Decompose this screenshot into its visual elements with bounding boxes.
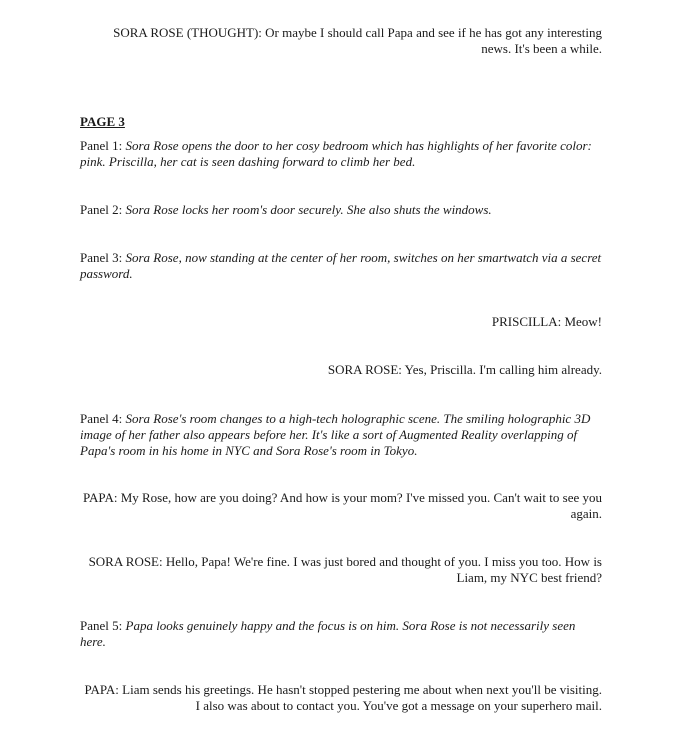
dialogue-sora-rose-2 (72, 554, 602, 586)
panel-description: Sora Rose's room changes to a high-tech holographic scene. The smiling holographic 3D image of her father also appears before her. It's like a sort of Augmented Reality overlapping of Papa's room in his home in NYC and Sora Rose's room in Tokyo. (80, 411, 591, 458)
dialogue-text: SORA ROSE (THOUGHT): Or maybe I should call Papa and see if he has got any interesting news. It's been a while. (113, 25, 602, 56)
dialogue-papa-2 (80, 682, 602, 714)
panel-description: Sora Rose opens the door to her cosy bedroom which has highlights of her favorite color: pink. Priscilla, her cat is seen dashing forward to climb her bed. (80, 138, 592, 169)
panel-5 (80, 618, 602, 650)
dialogue-priscilla (80, 314, 602, 330)
panel-description: Papa looks genuinely happy and the focus is on him. Sora Rose is not necessarily seen here. (80, 618, 576, 649)
dialogue-sora-rose-thought (80, 25, 602, 57)
dialogue-text: PRISCILLA: Meow! (491, 314, 602, 329)
dialogue-papa-1 (80, 490, 602, 522)
panel-3 (80, 250, 602, 282)
dialogue-text: SORA ROSE: Yes, Priscilla. I'm calling him already. (327, 362, 602, 377)
panel-description: Sora Rose, now standing at the center of her room, switches on her smartwatch via a secret password. (80, 250, 602, 281)
page-heading-text: PAGE 3 (80, 114, 125, 129)
page-heading (80, 114, 602, 130)
dialogue-text: PAPA: My Rose, how are you doing? And how is your mom? I've missed you. Can't wait to see you again. (82, 490, 602, 521)
panel-2 (80, 202, 602, 218)
dialogue-text: PAPA: Liam sends his greetings. He hasn't stopped pestering me about when next you'll be visiting. I also was about to contact you. You've got a message on your superhero mail. (84, 682, 602, 713)
panel-label: Panel 5: (80, 618, 126, 633)
dialogue-text: SORA ROSE: Hello, Papa! We're fine. I was just bored and thought of you. I miss you too. How is Liam, my NYC best friend? (88, 554, 602, 585)
panel-1 (80, 138, 602, 170)
panel-label: Panel 2: (80, 202, 126, 217)
panel-description: Sora Rose locks her room's door securely. She also shuts the windows. (125, 202, 492, 217)
dialogue-sora-rose-1 (80, 362, 602, 378)
panel-4 (80, 411, 602, 459)
panel-label: Panel 1: (80, 138, 126, 153)
panel-label: Panel 3: (80, 250, 126, 265)
panel-label: Panel 4: (80, 411, 126, 426)
